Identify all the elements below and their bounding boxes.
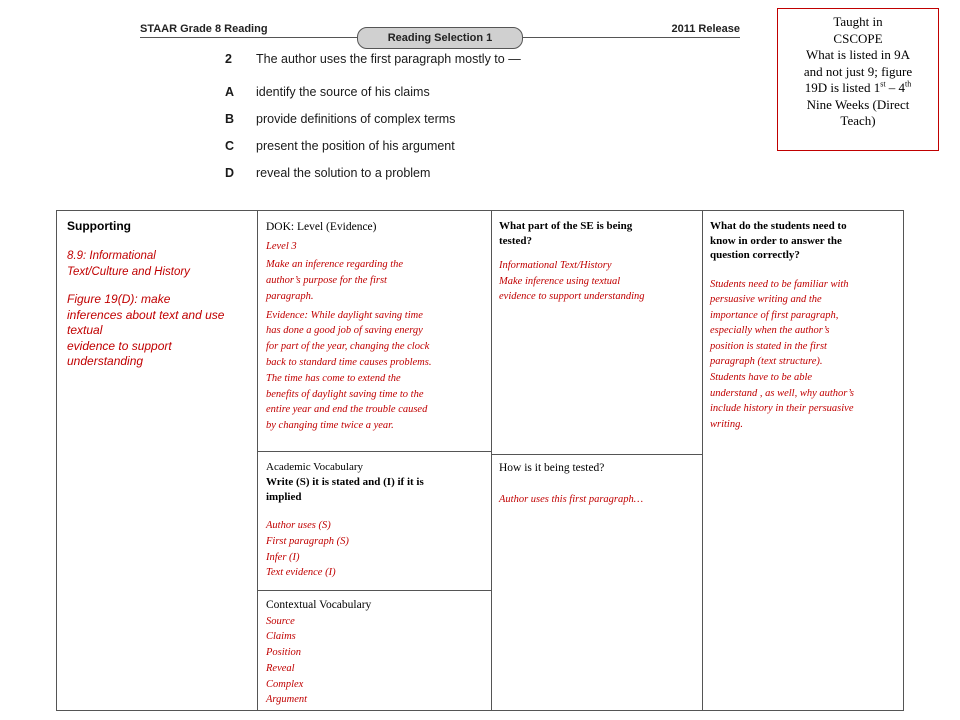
se-line: Text/Culture and History — [67, 266, 190, 278]
se-tested-heading — [499, 219, 699, 248]
dok-line: by changing time twice a year. — [266, 420, 394, 432]
heading-line: tested? — [499, 234, 532, 247]
header-selection-label: Reading Selection 1 — [357, 27, 523, 49]
body-line: Make inference using textual — [499, 275, 621, 287]
figure-line: Figure 19(D): make — [67, 292, 171, 306]
body-line: writing. — [710, 418, 743, 430]
body-line: Students need to be familiar with — [710, 278, 849, 290]
option-text: present the position of his argument — [256, 139, 455, 153]
vocab-item: First paragraph (S) — [266, 535, 349, 547]
se-standard — [67, 248, 253, 280]
note-line: CSCOPE — [833, 30, 883, 46]
dok-line: back to standard time causes problems. — [266, 357, 432, 369]
dok-inference — [266, 257, 488, 304]
note-line: Nine Weeks (Direct — [806, 96, 910, 112]
dok-line: for part of the year, changing the clock — [266, 341, 430, 353]
option-letter: A — [225, 85, 235, 99]
note-superscript: st — [880, 79, 886, 89]
figure-line: inferences about text and use — [67, 307, 225, 322]
column-divider — [702, 211, 703, 710]
se-line: 8.9: Informational — [67, 250, 156, 262]
figure-line: evidence to support — [67, 338, 172, 353]
dok-line: Make an inference regarding the — [266, 259, 404, 271]
body-line: persuasive writing and the — [710, 294, 822, 306]
se-tested-body — [499, 258, 699, 305]
dok-line: author’s purpose for the first — [266, 275, 387, 287]
heading-line: What do the students need to — [710, 220, 847, 232]
vocab-item: Author uses (S) — [266, 520, 331, 531]
contextual-vocab-list — [266, 614, 488, 709]
note-line: Taught in — [833, 14, 883, 29]
body-line: Students have to be able — [710, 372, 813, 384]
dok-line: has done a good job of saving energy — [266, 325, 423, 337]
vocab-item: Infer (I) — [266, 551, 300, 563]
heading-line: What part of the SE is being — [499, 220, 633, 232]
academic-vocab-cell — [266, 460, 488, 581]
row-divider — [491, 454, 702, 455]
note-superscript: th — [905, 79, 912, 89]
vocab-item: Argument — [266, 694, 308, 706]
option-text: provide definitions of complex terms — [256, 112, 456, 126]
figure-line: textual — [67, 323, 103, 337]
contextual-vocab-heading: Contextual Vocabulary — [266, 599, 372, 611]
column-divider — [257, 211, 258, 710]
body-line: understand , as well, why author’s — [710, 387, 854, 399]
supporting-cell — [67, 219, 253, 370]
option-text: reveal the solution to a problem — [256, 166, 431, 180]
body-line: especially when the author’s — [710, 325, 830, 337]
dok-line: entire year and end the trouble caused — [266, 404, 428, 416]
analysis-table — [56, 210, 904, 711]
header-release: 2011 Release — [671, 23, 740, 35]
dok-line: benefits of daylight saving time to the — [266, 388, 424, 400]
academic-vocab-heading — [266, 460, 488, 505]
option-letter: D — [225, 166, 235, 180]
column-divider — [491, 211, 492, 710]
option-letter: C — [225, 139, 235, 153]
row-divider — [257, 451, 491, 452]
option-text: identify the source of his claims — [256, 85, 430, 99]
body-line: Informational Text/History — [499, 260, 612, 271]
supporting-heading: Supporting — [67, 219, 131, 233]
option-letter: B — [225, 112, 235, 126]
note-line: and not just 9; figure — [803, 63, 913, 79]
vocab-item: Reveal — [266, 662, 295, 674]
dok-level: Level 3 — [266, 240, 297, 252]
row-divider — [257, 590, 491, 591]
body-line: importance of first paragraph, — [710, 309, 839, 321]
heading-line: Write (S) it is stated and (I) if it is — [266, 476, 424, 488]
question-number: 2 — [225, 52, 232, 66]
note-text: 19D is listed 1 — [804, 80, 881, 95]
students-need-cell — [710, 219, 900, 432]
dok-line: paragraph. — [266, 290, 314, 302]
dok-line: The time has come to extend the — [266, 372, 401, 384]
document-header — [140, 18, 740, 48]
dok-cell — [266, 220, 488, 434]
note-line: What is listed in 9A — [806, 47, 910, 62]
cscope-note — [777, 8, 939, 151]
dok-line: Evidence: While daylight saving time — [266, 309, 423, 321]
heading-line: know in order to answer the — [710, 234, 842, 247]
heading-line: Academic Vocabulary — [266, 461, 364, 473]
question-stem: The author uses the first paragraph mostly to — — [256, 52, 521, 66]
how-tested-body: Author uses this first paragraph… — [499, 493, 644, 505]
vocab-item: Complex — [266, 678, 304, 690]
note-line: Teach) — [840, 113, 876, 128]
figure-line: understanding — [67, 354, 144, 368]
body-line: include history in their persuasive — [710, 403, 854, 415]
how-tested-cell — [499, 461, 699, 507]
how-tested-heading: How is it being tested? — [499, 462, 605, 474]
se-tested-cell — [499, 219, 699, 305]
note-text: – 4 — [885, 80, 906, 95]
header-test-name: STAAR Grade 8 Reading — [140, 23, 268, 35]
heading-line: implied — [266, 491, 302, 503]
figure-standard — [67, 292, 253, 370]
students-need-body — [710, 277, 900, 433]
dok-heading: DOK: Level (Evidence) — [266, 221, 377, 233]
academic-vocab-list — [266, 518, 488, 581]
body-line: position is stated in the first — [710, 340, 827, 352]
dok-evidence — [266, 308, 488, 434]
note-line — [778, 80, 938, 97]
vocab-item: Source — [266, 615, 295, 627]
vocab-item: Text evidence (I) — [266, 567, 336, 579]
body-line: evidence to support understanding — [499, 291, 645, 302]
students-need-heading — [710, 219, 900, 263]
heading-line: question correctly? — [710, 249, 800, 261]
body-line: paragraph (text structure). — [710, 356, 823, 368]
vocab-item: Claims — [266, 631, 296, 643]
contextual-vocab-cell — [266, 598, 488, 708]
vocab-item: Position — [266, 647, 302, 659]
